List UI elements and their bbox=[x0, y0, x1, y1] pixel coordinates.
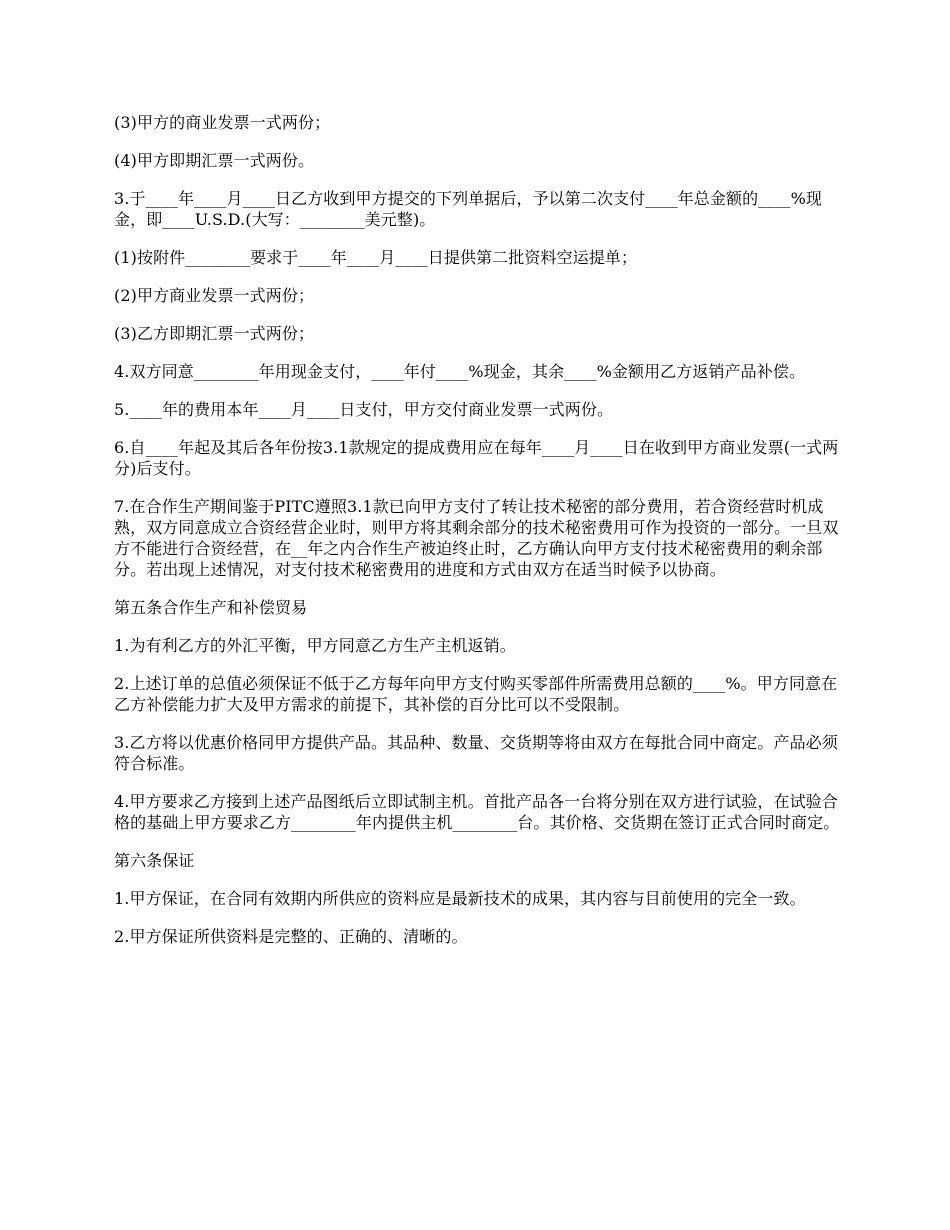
paragraph-clause-4-cash-payment: 4.双方同意________年用现金支付，____年付____%现金，其余____%金额用乙方返销产品补偿。 bbox=[114, 362, 806, 381]
paragraph-clause-3-second-payment: 3.于____年____月____日乙方收到甲方提交的下列单据后，予以第二次支付____年总金额的____%现金，即____U.S.D.(大写：________美元整)。 bbox=[114, 189, 822, 229]
document-page bbox=[114, 112, 844, 964]
paragraph-article-5-item-2: 2.上述订单的总值必须保证不低于乙方每年向甲方支付购买零部件所需费用总额的____%。甲方同意在乙方补偿能力扩大及甲方需求的前提下，其补偿的百分比可以不受限制。 bbox=[114, 674, 838, 714]
paragraph-item-1-airway-bill: (1)按附件________要求于____年____月____日提供第二批资料空运提单； bbox=[114, 248, 638, 267]
paragraph-clause-6-royalty: 6.自____年起及其后各年份按3.1款规定的提成费用应在每年____月____日在收到甲方商业发票(一式两分)后支付。 bbox=[114, 438, 839, 478]
paragraph-item-3-sight-draft: (3)乙方即期汇票一式两份； bbox=[114, 324, 315, 343]
paragraph-article-6-item-1: 1.甲方保证，在合同有效期内所供应的资料应是最新技术的成果，其内容与目前使用的完全一致。 bbox=[114, 889, 806, 908]
paragraph-item-4-draft: (4)甲方即期汇票一式两份。 bbox=[114, 151, 315, 170]
paragraph-clause-5-fees: 5.____年的费用本年____月____日支付，甲方交付商业发票一式两份。 bbox=[114, 400, 614, 419]
paragraph-article-5-item-3: 3.乙方将以优惠价格同甲方提供产品。其品种、数量、交货期等将由双方在每批合同中商定。产品必须符合标准。 bbox=[114, 733, 838, 773]
paragraph-clause-7-joint-venture: 7.在合作生产期间鉴于PITC遵照3.1款已向甲方支付了转让技术秘密的部分费用，若合资经营时机成熟，双方同意成立合资经营企业时，则甲方将其剩余部分的技术秘密费用可作为投资的一部分。一旦双方不能进行合资经营，在__年之内合作生产被迫终止时，乙方确认向甲方支付技术秘密费用的剩余部分。若出现上述情况，对支付技术秘密费用的进度和方式由双方在适当时候予以协商。 bbox=[114, 497, 839, 579]
paragraph-article-5-item-4: 4.甲方要求乙方接到上述产品图纸后立即试制主机。首批产品各一台将分别在双方进行试验，在试验合格的基础上甲方要求乙方________年内提供主机________台。其价格、交货期在签订正式合同时商定。 bbox=[114, 792, 840, 832]
paragraph-article-6-item-2: 2.甲方保证所供资料是完整的、正确的、清晰的。 bbox=[114, 927, 468, 946]
section-heading-article-6: 第六条保证 bbox=[114, 851, 195, 870]
paragraph-article-5-item-1: 1.为有利乙方的外汇平衡，甲方同意乙方生产主机返销。 bbox=[114, 636, 516, 655]
paragraph-item-3-invoice: (3)甲方的商业发票一式两份； bbox=[114, 113, 331, 132]
paragraph-item-2-commercial-invoice: (2)甲方商业发票一式两份； bbox=[114, 286, 315, 305]
section-heading-article-5: 第五条合作生产和补偿贸易 bbox=[114, 598, 308, 617]
